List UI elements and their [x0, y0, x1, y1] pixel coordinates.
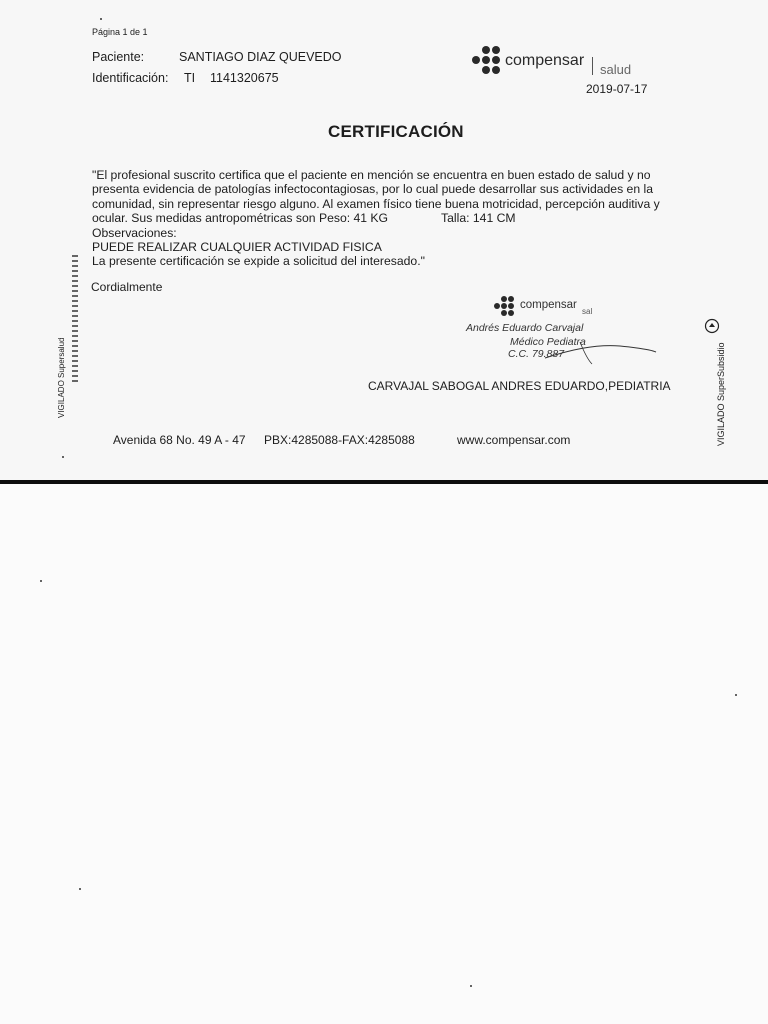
side-seal-text-block	[72, 255, 78, 385]
observations-label: Observaciones:	[92, 225, 177, 240]
patient-name-value: SANTIAGO DIAZ QUEVEDO	[179, 50, 342, 64]
footer-website: www.compensar.com	[457, 433, 571, 447]
scan-speck	[470, 985, 472, 987]
patient-id-label: Identificación:	[92, 71, 169, 85]
logo-division: salud	[600, 62, 632, 77]
body-line: "El profesional suscrito certifica que el paciente en mención se encuentra en buen estado de salud y no	[92, 168, 651, 182]
footer-address: Avenida 68 No. 49 A - 47	[113, 433, 246, 447]
scan-speck	[79, 888, 81, 890]
scan-speck	[40, 580, 42, 582]
stamp-name: Andrés Eduardo Carvajal	[466, 322, 584, 334]
patient-id-type: TI	[184, 71, 196, 85]
salutation: Cordialmente	[91, 280, 163, 294]
stamp-title: Médico Pediatra	[510, 336, 586, 348]
patient-name-label: Paciente:	[92, 50, 145, 64]
scan-speck	[100, 18, 102, 20]
document-date: 2019-07-17	[586, 82, 648, 96]
certification-body	[92, 168, 692, 269]
signer-name: CARVAJAL SABOGAL ANDRES EDUARDO,PEDIATRIA	[368, 379, 671, 393]
scan-speck	[62, 456, 64, 458]
signature-stroke	[540, 330, 660, 370]
stamp-id: C.C. 79.887	[508, 348, 565, 360]
scan-speck	[735, 694, 737, 696]
compensar-logo-icon	[472, 46, 506, 78]
observation-text: PUEDE REALIZAR CUALQUIER ACTIVIDAD FISICA	[92, 240, 382, 255]
page-number: Página 1 de 1	[92, 27, 148, 37]
body-line: comunidad, sin representar riesgo alguno. Al examen físico tiene buena motricidad, percepción auditiva y	[92, 196, 660, 211]
footer-phones: PBX:4285088-FAX:4285088	[264, 433, 415, 447]
logo-brand: compensar	[505, 52, 585, 69]
body-line-measurements	[92, 211, 692, 225]
stamp-division: sal	[582, 307, 593, 316]
vigilado-supersalud-seal: VIGILADO Supersalud	[57, 337, 66, 418]
height-text: Talla: 141 CM	[441, 211, 516, 226]
supersubsidio-logo-icon	[704, 318, 720, 334]
vigilado-supersubsidio-seal: VIGILADO SuperSubsidio	[716, 342, 726, 446]
blank-scan-area	[0, 484, 768, 1024]
patient-id-value: 1141320675	[210, 71, 279, 85]
closing-statement: La presente certificación se expide a solicitud del interesado."	[92, 254, 425, 269]
weight-text: ocular. Sus medidas antropométricas son Peso: 41 KG	[92, 211, 389, 226]
document-title: CERTIFICACIÓN	[328, 122, 464, 141]
body-line: presenta evidencia de patologías infectocontagiosas, por lo cual puede desarrollar sus actividades en la	[92, 182, 653, 197]
logo-divider	[592, 57, 593, 75]
stamp-brand: compensar	[520, 299, 577, 311]
stamp-logo-icon	[494, 296, 518, 318]
